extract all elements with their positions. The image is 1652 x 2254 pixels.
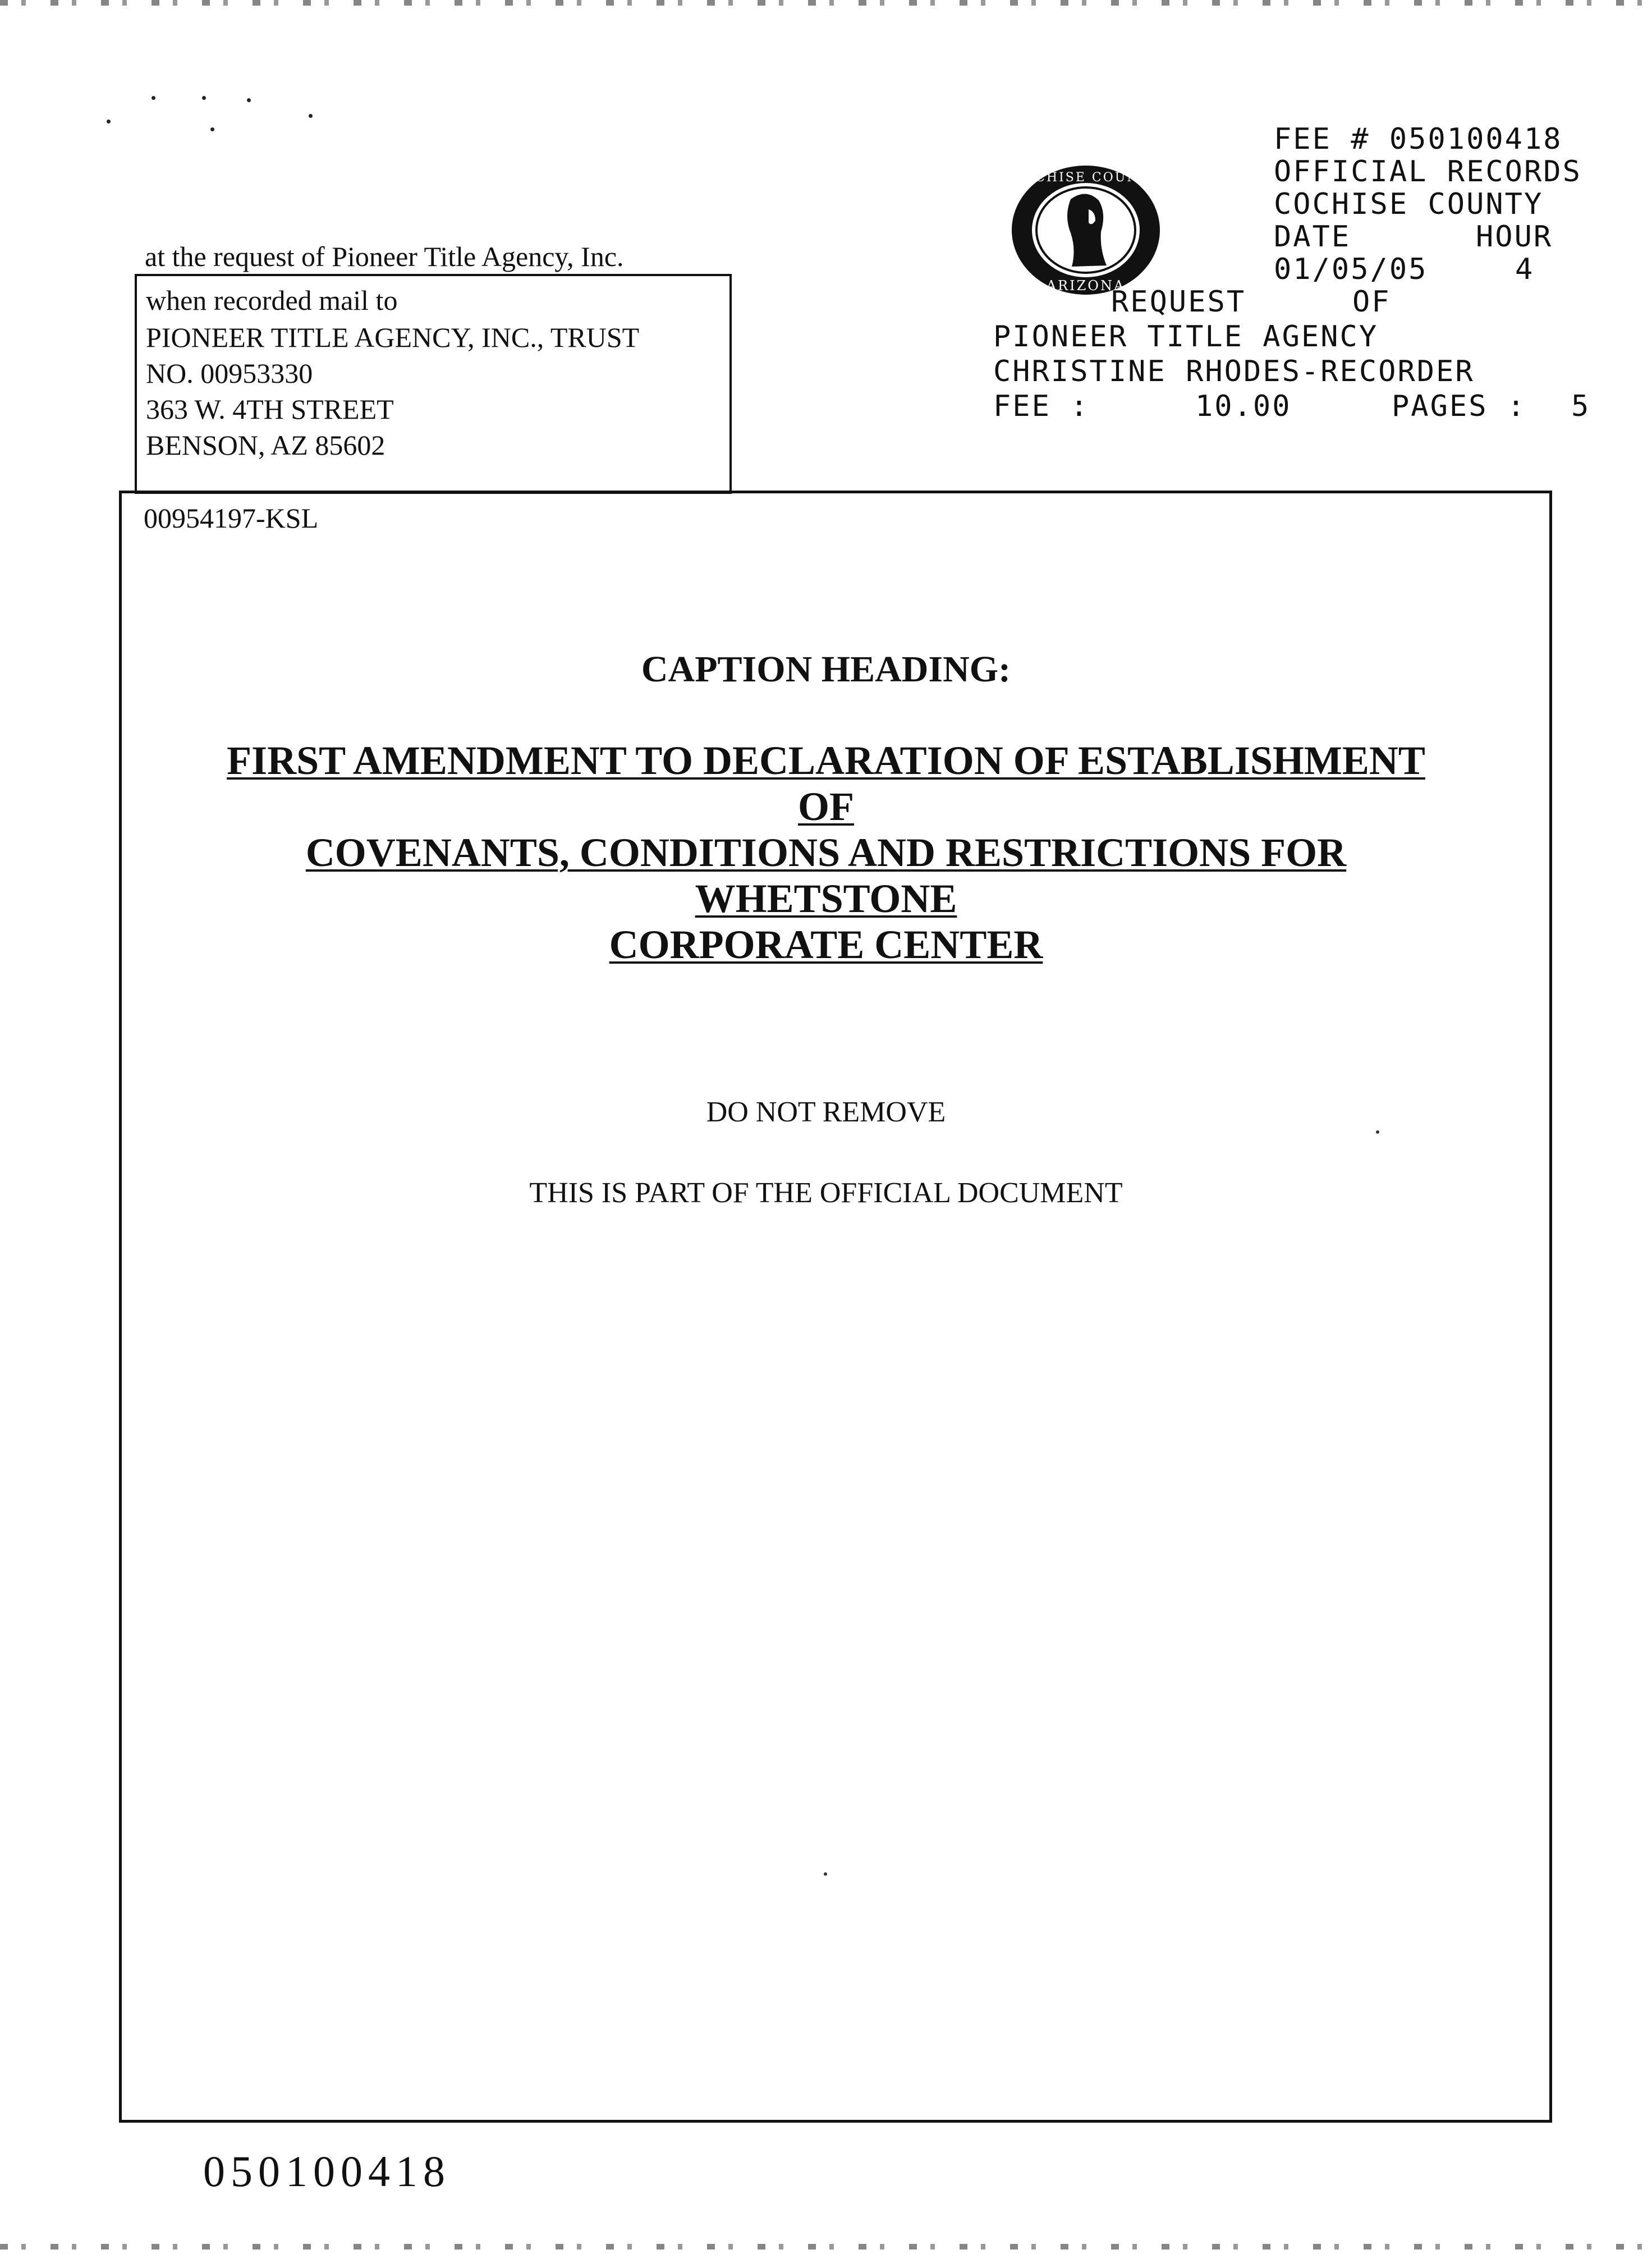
mail-to-line: 363 W. 4TH STREET	[146, 393, 394, 425]
stamp-date-value: 01/05/05	[1274, 253, 1428, 286]
stamp-of-label: OF	[1352, 285, 1391, 319]
document-title	[202, 737, 1450, 968]
mail-to-line: BENSON, AZ 85602	[146, 429, 386, 461]
stamp-recorder: CHRISTINE RHODES-RECORDER	[993, 355, 1475, 388]
stamp-county: COCHISE COUNTY	[1274, 187, 1544, 221]
stamp-official-records: OFFICIAL RECORDS	[1274, 155, 1582, 189]
caption-heading: CAPTION HEADING:	[641, 649, 1011, 690]
stamp-hour-value: 4	[1515, 253, 1535, 286]
stamp-fee-label: FEE :	[993, 390, 1090, 423]
stamp-fee-value: 10.00	[1195, 390, 1292, 423]
stamp-request-label: REQUEST	[1111, 285, 1246, 319]
request-line: at the request of Pioneer Title Agency, Inc.	[145, 241, 624, 272]
stamp-pages-value: 5	[1571, 390, 1591, 423]
county-seal-icon	[1004, 160, 1167, 300]
document-body-box	[119, 491, 1552, 2123]
scan-speckles	[107, 93, 331, 138]
document-title-line: FIRST AMENDMENT TO DECLARATION OF ESTABLISHMENT OF	[227, 738, 1425, 829]
footer-document-number: 050100418	[203, 2147, 451, 2196]
svg-text:COCHISE COUNTY: COCHISE COUNTY	[1012, 171, 1159, 185]
mail-to-box	[135, 274, 732, 494]
mail-to-line: when recorded mail to	[146, 285, 398, 316]
official-document-notice: THIS IS PART OF THE OFFICIAL DOCUMENT	[529, 1177, 1123, 1209]
scan-edge-top	[0, 0, 1652, 6]
stamp-hour-label: HOUR	[1476, 220, 1553, 254]
mail-to-line: NO. 00953330	[146, 358, 313, 389]
stamp-fee-number: FEE # 050100418	[1274, 122, 1563, 156]
scan-speck	[824, 1872, 827, 1876]
do-not-remove-notice: DO NOT REMOVE	[706, 1096, 946, 1128]
stamp-agency: PIONEER TITLE AGENCY	[993, 320, 1379, 354]
document-title-line: COVENANTS, CONDITIONS AND RESTRICTIONS FOR WHETSTONE	[305, 830, 1347, 921]
stamp-pages-label: PAGES :	[1392, 390, 1527, 423]
document-title-line: CORPORATE CENTER	[609, 922, 1043, 967]
svg-text:ARIZONA: ARIZONA	[1046, 278, 1126, 294]
scan-edge-bottom	[0, 2244, 1652, 2250]
order-number: 00954197-KSL	[144, 502, 319, 534]
mail-to-line: PIONEER TITLE AGENCY, INC., TRUST	[146, 322, 640, 353]
scan-speck	[1376, 1130, 1379, 1134]
stamp-date-label: DATE	[1274, 220, 1351, 254]
